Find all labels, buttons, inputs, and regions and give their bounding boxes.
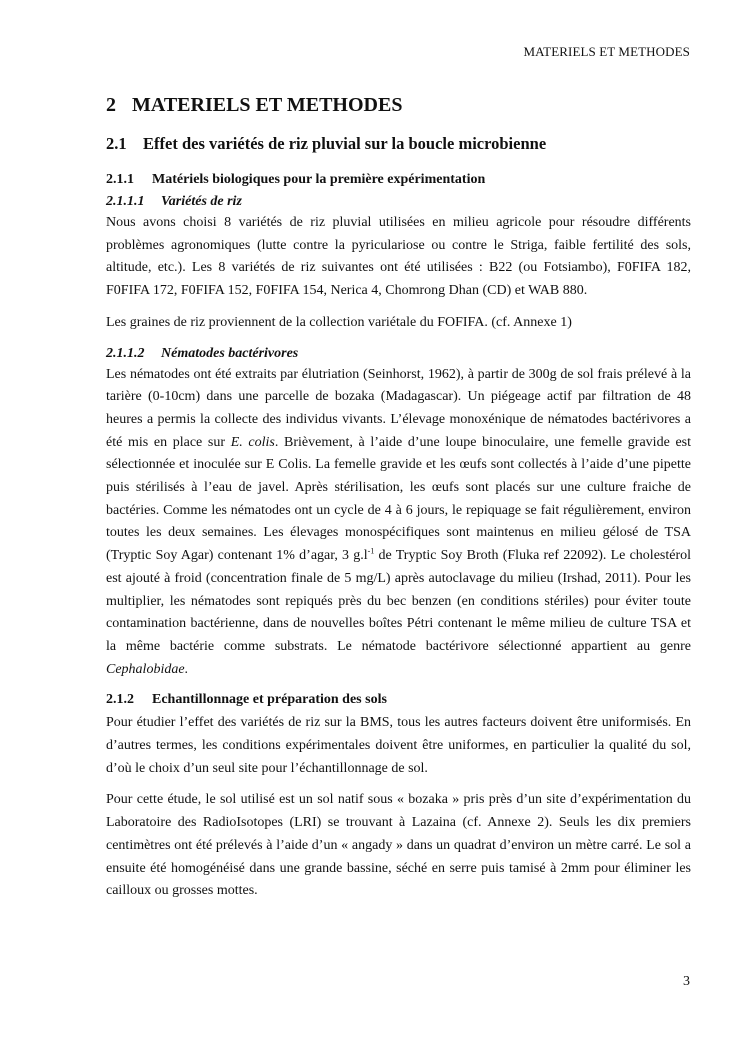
heading-2-1-2 [106, 690, 691, 709]
heading-2-1-1-title: Matériels biologiques pour la première expérimentation [152, 172, 486, 187]
heading-2-1-1-number: 2.1.1 [106, 172, 134, 187]
heading-2-1-2-title: Echantillonnage et préparation des sols [152, 692, 387, 708]
paragraph-soil-preparation: Pour cette étude, le sol utilisé est un sol natif sous « bozaka » pris près d’un site d’expérimentation du Laboratoire des RadioIsotopes (LRI) se trouvant à Lazaina (cf. Annexe 2). Seuls les dix premiers centimètres ont été prélevés à l’aide d’un « angady » dans un quadrat d’environ un mètre carré. Le sol a ensuite été homogénéisé dans une grande bassine, séché en serre puis tamisé à 2mm pour éliminer les cailloux ou grosses mottes. [106, 792, 691, 899]
heading-2-1-1-1 [106, 192, 691, 211]
nematodes-text-a: Les nématodes ont été extraits par élutriation (Seinhorst, 1962), à partir de 300g de sol frais prélevé à la tarière (0-10cm) dans une parcelle de bozaka (Madagascar). Un piégeage actif par filtration de 48 heures a permis la collecte des individus vivants. L’élevage monoxénique de nématodes bactérivores a été mis en place sur [106, 366, 691, 450]
subsection-number: 2.1 [106, 134, 127, 153]
section-title: MATERIELS ET METHODES [132, 94, 403, 116]
running-header: MATERIELS ET METHODES [523, 44, 690, 59]
heading-2-1-2-number: 2.1.2 [106, 692, 134, 708]
paragraph-sampling-goal: Pour étudier l’effet des variétés de riz sur la BMS, tous les autres facteurs doivent être uniformisés. En d’autres termes, les conditions expérimentales doivent être uniformes, en particulier la qualité du sol, d’où le choix d’un seul site pour l’échantillonnage de sol. [106, 715, 691, 776]
page-content [106, 93, 691, 912]
nematodes-text-c: . Brièvement, à l’aide d’une loupe binoculaire, une femelle gravide est sélectionnée et inoculée sur E Colis. La femelle gravide et les œufs sont collectés à l’aide d’une pipette puis stérilisés à l’eau de javel. Après stérilisation, les œufs sont placés sur une culture fraiche de bactéries. Comme les nématodes ont un cycle de 4 à 6 jours, le repiquage se fait régulièrement, environ toutes les deux semaines. Les élevages monospécifiques sont maintenus en milieu gélosé de TSA (Tryptic Soy Agar) contenant 1% d’agar, 3 g.l [106, 434, 691, 564]
nematodes-text-d: de Tryptic Soy Broth (Fluka ref 22092). Le cholestérol est ajouté à froid (concentration finale de 5 mg/L) après autoclavage du milieu (Irshad, 2011). Pour les multiplier, les nématodes sont repiqués près du bec benzen (en conditions stériles) pour éviter toute contamination bactérienne, dans de nouvelles boîtes Pétri contenant le même milieu de culture TSA et la même bactérie comme substrats. Le nématode bactérivore sélectionné appartient au genre [106, 548, 692, 654]
heading-2-1-1-1-number: 2.1.1.1 [106, 194, 145, 209]
heading-2-1-1-2-number: 2.1.1.2 [106, 345, 145, 361]
species-e-colis: E. colis [230, 434, 275, 450]
heading-2-1-1-2 [106, 344, 691, 363]
nematodes-text-f: . [184, 661, 189, 677]
subsection-heading [106, 133, 691, 154]
paragraph-seed-source: Les graines de riz proviennent de la collection variétale du FOFIFA. (cf. Annexe 1) [106, 314, 572, 330]
page-number: 3 [683, 974, 690, 989]
subsection-title: Effet des variétés de riz pluvial sur la boucle microbienne [143, 134, 547, 153]
section-number: 2 [106, 94, 116, 116]
paragraph-nematodes [106, 364, 691, 682]
heading-2-1-1 [106, 170, 691, 189]
section-heading [106, 93, 691, 117]
unit-superscript: -1 [367, 546, 375, 556]
heading-2-1-1-1-title: Variétés de riz [161, 194, 242, 209]
paragraph-rice-varieties: Nous avons choisi 8 variétés de riz pluvial utilisées en milieu agricole pour résoudre différents problèmes agronomiques (lutte contre la pyriculariose ou contre le Striga, faible fertilité des sols, altitude, etc.). Les 8 variétés de riz suivantes ont été utilisées : B22 (ou Fotsiambo), F0FIFA 182, F0FIFA 172, F0FIFA 152, F0FIFA 154, Nerica 4, Chomrong Dhan (CD) et WAB 880. [106, 215, 691, 299]
genus-cephalobidae: Cephalobidae [106, 661, 185, 677]
heading-2-1-1-2-title: Nématodes bactérivores [161, 345, 299, 361]
